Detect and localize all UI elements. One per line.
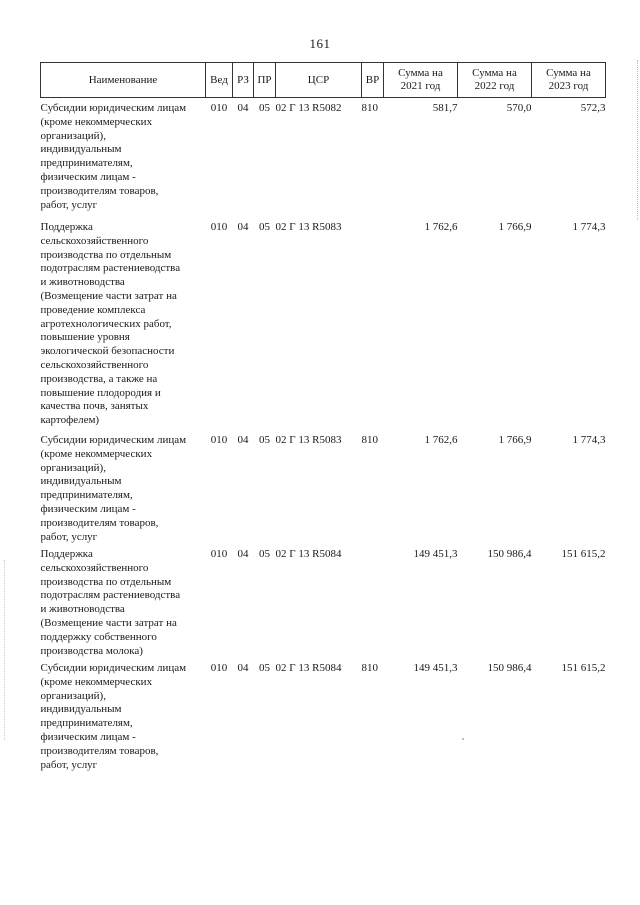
scan-left-marks	[4, 560, 7, 740]
row-sum-2022: 150 986,4	[487, 662, 532, 674]
row-name: Субсидии юридическим лицам (кроме некоммерческих организаций), индивидуальным предпринимателям, физическим лицам - производителям товаров, работ, услуг	[40, 102, 187, 211]
row-rz: 04	[237, 102, 249, 114]
row-vr: 810	[361, 102, 378, 114]
row-sum-2022: 1 766,9	[498, 434, 532, 446]
row-sum-2021: 581,7	[432, 102, 458, 114]
row-sum-2023: 151 615,2	[561, 548, 606, 560]
row-ved: 010	[210, 221, 228, 233]
row-sum-2022: 1 766,9	[498, 221, 532, 233]
row-pr: 05	[259, 221, 270, 233]
column-header-vr: ВР	[362, 63, 384, 98]
row-pr: 05	[259, 662, 270, 674]
row-sum-2023: 1 774,3	[572, 434, 606, 446]
row-csr: 02 Г 13 R5084	[275, 662, 342, 674]
column-header-sum-2023: Сумма на 2023 год	[532, 63, 606, 98]
row-sum-2023: 572,3	[580, 102, 606, 114]
column-header-sum-2021: Сумма на 2021 год	[384, 63, 458, 98]
row-ved: 010	[210, 662, 228, 674]
column-header-sum-2022: Сумма на 2022 год	[458, 63, 532, 98]
table-row	[41, 98, 606, 218]
row-csr: 02 Г 13 R5082	[275, 102, 342, 114]
row-ved: 010	[210, 434, 228, 446]
row-vr	[362, 217, 384, 434]
row-csr: 02 Г 13 R5083	[275, 221, 342, 233]
row-rz: 04	[237, 434, 249, 446]
row-sum-2021: 149 451,3	[413, 662, 458, 674]
column-header-csr: ЦСР	[276, 63, 362, 98]
table-row	[41, 434, 606, 548]
row-pr: 05	[259, 434, 270, 446]
row-name: Поддержка сельскохозяйственного производства по отдельным подотраслям растениеводства и животноводства (Возмещение части затрат на проведение комплекса агротехнологических работ, повышение уровня экологической безопасности сельскохозяйственного производства, а также на повышение плодородия и качества почв, занятых картофелем)	[40, 221, 181, 427]
table-header-row	[41, 63, 606, 98]
page-number: 161	[309, 36, 331, 51]
row-ved: 010	[210, 548, 228, 560]
table-row	[41, 217, 606, 434]
row-pr: 05	[259, 102, 270, 114]
row-sum-2022: 570,0	[506, 102, 532, 114]
row-csr: 02 Г 13 R5083	[275, 434, 342, 446]
row-pr: 05	[259, 548, 270, 560]
column-header-pr: ПР	[254, 63, 276, 98]
row-vr: 810	[361, 662, 378, 674]
row-sum-2021: 149 451,3	[413, 548, 458, 560]
column-header-rz: РЗ	[233, 63, 254, 98]
table-row	[41, 548, 606, 662]
column-header-name: Наименование	[41, 63, 206, 98]
row-sum-2023: 1 774,3	[572, 221, 606, 233]
row-name: Субсидии юридическим лицам (кроме некоммерческих организаций), индивидуальным предпринимателям, физическим лицам - производителям товаров, работ, услуг	[40, 434, 187, 543]
row-sum-2021: 1 762,6	[424, 434, 458, 446]
row-sum-2022: 150 986,4	[487, 548, 532, 560]
row-vr: 810	[361, 434, 378, 446]
row-name: Субсидии юридическим лицам (кроме некоммерческих организаций), индивидуальным предпринимателям, физическим лицам - производителям товаров, работ, услуг	[40, 662, 187, 771]
budget-table	[40, 62, 606, 776]
row-ved: 010	[210, 102, 228, 114]
row-sum-2021: 1 762,6	[424, 221, 458, 233]
row-sum-2023: 151 615,2	[561, 662, 606, 674]
row-vr	[362, 548, 384, 662]
row-rz: 04	[237, 221, 249, 233]
row-rz: 04	[237, 548, 249, 560]
scan-margin-marks	[634, 60, 638, 220]
column-header-ved: Вед	[206, 63, 233, 98]
row-name: Поддержка сельскохозяйственного производства по отдельным подотраслям растениеводства и животноводства (Возмещение части затрат на поддержку собственного производства молока)	[40, 548, 181, 657]
table-row	[41, 662, 606, 776]
scan-speck	[462, 738, 464, 740]
row-csr: 02 Г 13 R5084	[275, 548, 342, 560]
row-rz: 04	[237, 662, 249, 674]
